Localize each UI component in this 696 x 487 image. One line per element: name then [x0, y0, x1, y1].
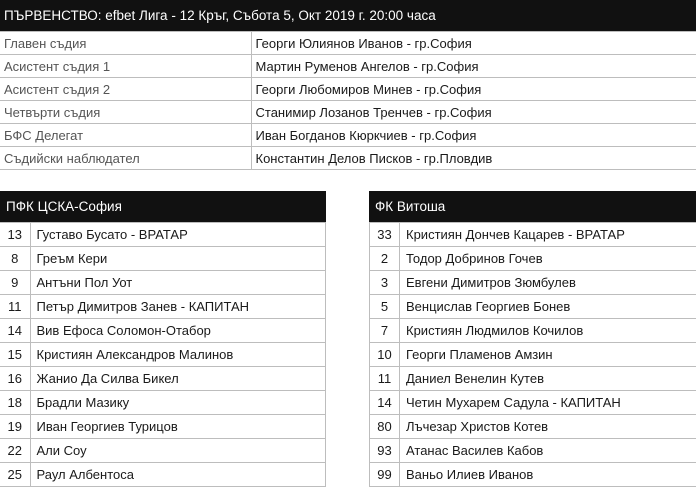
table-row	[370, 223, 696, 247]
match-title: ПЪРВЕНСТВО: efbet Лига - 12 Кръг, Събота 5, Окт 2019 г. 20:00 часа	[0, 0, 696, 31]
player-name: Антъни Пол Уот	[30, 271, 326, 295]
table-row	[0, 247, 326, 271]
table-row	[370, 271, 696, 295]
official-person: Георги Любомиров Минев - гр.София	[251, 78, 696, 101]
official-role: Съдийски наблюдател	[0, 147, 251, 170]
table-row	[370, 295, 696, 319]
player-name: Раул Албентоса	[30, 463, 326, 487]
official-role: Асистент съдия 1	[0, 55, 251, 78]
player-number: 99	[370, 463, 400, 487]
player-number: 14	[0, 319, 30, 343]
player-name: Венцислав Георгиев Бонев	[400, 295, 696, 319]
player-name: Георги Пламенов Амзин	[400, 343, 696, 367]
table-row	[370, 319, 696, 343]
player-number: 18	[0, 391, 30, 415]
table-row	[370, 343, 696, 367]
player-name: Жанио Да Силва Бикел	[30, 367, 326, 391]
player-name: Кристиян Дончев Кацарев - ВРАТАР	[400, 223, 696, 247]
official-role: Главен съдия	[0, 32, 251, 55]
table-row	[0, 343, 326, 367]
player-number: 5	[370, 295, 400, 319]
player-name: Евгени Димитров Зюмбулев	[400, 271, 696, 295]
player-name: Даниел Венелин Кутев	[400, 367, 696, 391]
player-number: 11	[370, 367, 400, 391]
official-row	[0, 147, 696, 170]
official-role: Асистент съдия 2	[0, 78, 251, 101]
player-number: 16	[0, 367, 30, 391]
player-name: Кристиян Людмилов Кочилов	[400, 319, 696, 343]
table-row	[370, 439, 696, 463]
player-name: Ваньо Илиев Иванов	[400, 463, 696, 487]
table-row	[0, 415, 326, 439]
table-row	[0, 319, 326, 343]
player-name: Тодор Добринов Гочев	[400, 247, 696, 271]
player-name: Кристиян Александров Малинов	[30, 343, 326, 367]
player-number: 80	[370, 415, 400, 439]
table-row	[370, 247, 696, 271]
player-number: 9	[0, 271, 30, 295]
official-person: Мартин Руменов Ангелов - гр.София	[251, 55, 696, 78]
player-name: Четин Мухарем Садула - КАПИТАН	[400, 391, 696, 415]
player-number: 22	[0, 439, 30, 463]
home-roster-table	[0, 222, 326, 487]
official-person: Иван Богданов Кюркчиев - гр.София	[251, 124, 696, 147]
official-person: Константин Делов Писков - гр.Пловдив	[251, 147, 696, 170]
player-number: 15	[0, 343, 30, 367]
officials-table	[0, 31, 696, 170]
home-team-name: ПФК ЦСКА-София	[0, 191, 326, 222]
player-name: Иван Георгиев Турицов	[30, 415, 326, 439]
player-number: 8	[0, 247, 30, 271]
player-name: Вив Ефоса Соломон-Отабор	[30, 319, 326, 343]
table-row	[370, 415, 696, 439]
away-roster-table	[369, 222, 696, 487]
away-team-name: ФК Витоша	[369, 191, 696, 222]
table-row	[0, 295, 326, 319]
player-number: 93	[370, 439, 400, 463]
player-name: Греъм Кери	[30, 247, 326, 271]
player-number: 11	[0, 295, 30, 319]
table-row	[0, 367, 326, 391]
official-row	[0, 101, 696, 124]
player-name: Густаво Бусато - ВРАТАР	[30, 223, 326, 247]
player-number: 10	[370, 343, 400, 367]
table-row	[0, 223, 326, 247]
player-name: Лъчезар Христов Котев	[400, 415, 696, 439]
player-number: 19	[0, 415, 30, 439]
official-role: Четвърти съдия	[0, 101, 251, 124]
official-row	[0, 32, 696, 55]
table-row	[0, 439, 326, 463]
player-number: 14	[370, 391, 400, 415]
table-row	[0, 391, 326, 415]
table-row	[370, 391, 696, 415]
player-name: Петър Димитров Занев - КАПИТАН	[30, 295, 326, 319]
table-row	[370, 367, 696, 391]
player-number: 25	[0, 463, 30, 487]
official-row	[0, 55, 696, 78]
official-row	[0, 78, 696, 101]
table-row	[0, 463, 326, 487]
player-name: Брадли Мазику	[30, 391, 326, 415]
table-row	[370, 463, 696, 487]
official-person: Георги Юлиянов Иванов - гр.София	[251, 32, 696, 55]
player-number: 13	[0, 223, 30, 247]
official-role: БФС Делегат	[0, 124, 251, 147]
official-person: Станимир Лозанов Тренчев - гр.София	[251, 101, 696, 124]
player-name: Атанас Василев Кабов	[400, 439, 696, 463]
player-number: 7	[370, 319, 400, 343]
player-number: 33	[370, 223, 400, 247]
player-number: 3	[370, 271, 400, 295]
player-number: 2	[370, 247, 400, 271]
official-row	[0, 124, 696, 147]
table-row	[0, 271, 326, 295]
player-name: Али Соу	[30, 439, 326, 463]
